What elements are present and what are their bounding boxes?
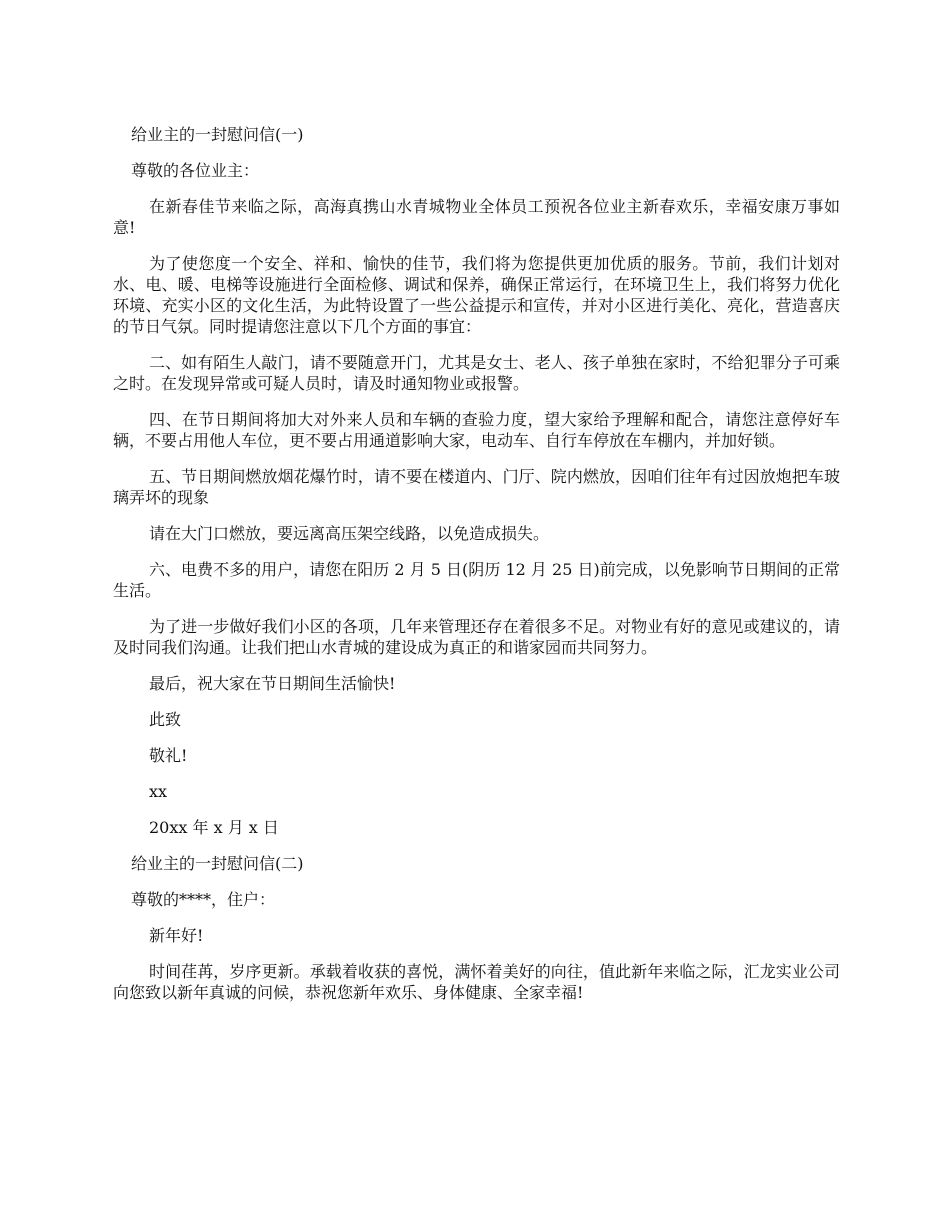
letter-1-paragraph: 请在大门口燃放，要远离高压架空线路，以免造成损失。 bbox=[149, 524, 550, 543]
letter-1-paragraph: 五、节日期间燃放烟花爆竹时，请不要在楼道内、门厅、院内燃放，因咱们往年有过因放炮把车玻璃弄坏的现象 bbox=[113, 467, 840, 507]
letter-1-paragraph: 二、如有陌生人敲门，请不要随意开门，尤其是女士、老人、孩子单独在家时，不给犯罪分子可乘之时。在发现异常或可疑人员时，请及时通知物业或报警。 bbox=[113, 353, 840, 393]
letter-1-paragraph: 四、在节日期间将加大对外来人员和车辆的查验力度，望大家给予理解和配合，请您注意停好车辆，不要占用他人车位，更不要占用通道影响大家，电动车、自行车停放在车棚内，并加好锁。 bbox=[113, 410, 840, 450]
letter-2-title: 给业主的一封慰问信(二) bbox=[131, 854, 304, 873]
letter-1-closing: 此致 bbox=[149, 710, 182, 729]
document-page bbox=[113, 124, 840, 1018]
letter-1-paragraph: 为了使您度一个安全、祥和、愉快的佳节，我们将为您提供更加优质的服务。节前，我们计划对水、电、暖、电梯等设施进行全面检修、调试和保养，确保正常运行，在环境卫生上，我们将努力优化环境、充实小区的文化生活，为此特设置了一些公益提示和宣传，并对小区进行美化、亮化，营造喜庆的节日气氛。同时提请您注意以下几个方面的事宜： bbox=[113, 254, 840, 336]
letter-1-signature: xx bbox=[149, 782, 168, 801]
letter-1-salutation: 尊敬的各位业主： bbox=[131, 161, 260, 180]
letter-1-paragraph: 六、电费不多的用户，请您在阳历 2 月 5 日(阴历 12 月 25 日)前完成，以免影响节日期间的正常生活。 bbox=[113, 560, 840, 600]
letter-1-title: 给业主的一封慰问信(一) bbox=[131, 125, 304, 144]
letter-1-regards: 敬礼! bbox=[149, 746, 188, 765]
letter-1-paragraph: 最后，祝大家在节日期间生活愉快! bbox=[149, 674, 396, 693]
letter-1-paragraph: 在新春佳节来临之际，高海真携山水青城物业全体员工预祝各位业主新春欢乐，幸福安康万事如意! bbox=[113, 197, 840, 237]
letter-2-salutation: 尊敬的****，住户： bbox=[131, 890, 276, 909]
letter-1-paragraph: 为了进一步做好我们小区的各项，几年来管理还存在着很多不足。对物业有好的意见或建议的，请及时同我们沟通。让我们把山水青城的建设成为真正的和谐家园而共同努力。 bbox=[113, 617, 840, 657]
letter-1-date: 20xx 年 x 月 x 日 bbox=[149, 818, 279, 837]
letter-2-paragraph: 时间荏苒，岁序更新。承载着收获的喜悦，满怀着美好的向往，值此新年来临之际，汇龙实业公司向您致以新年真诚的问候，恭祝您新年欢乐、身体健康、全家幸福! bbox=[113, 962, 840, 1002]
letter-2-greeting: 新年好! bbox=[149, 926, 204, 945]
